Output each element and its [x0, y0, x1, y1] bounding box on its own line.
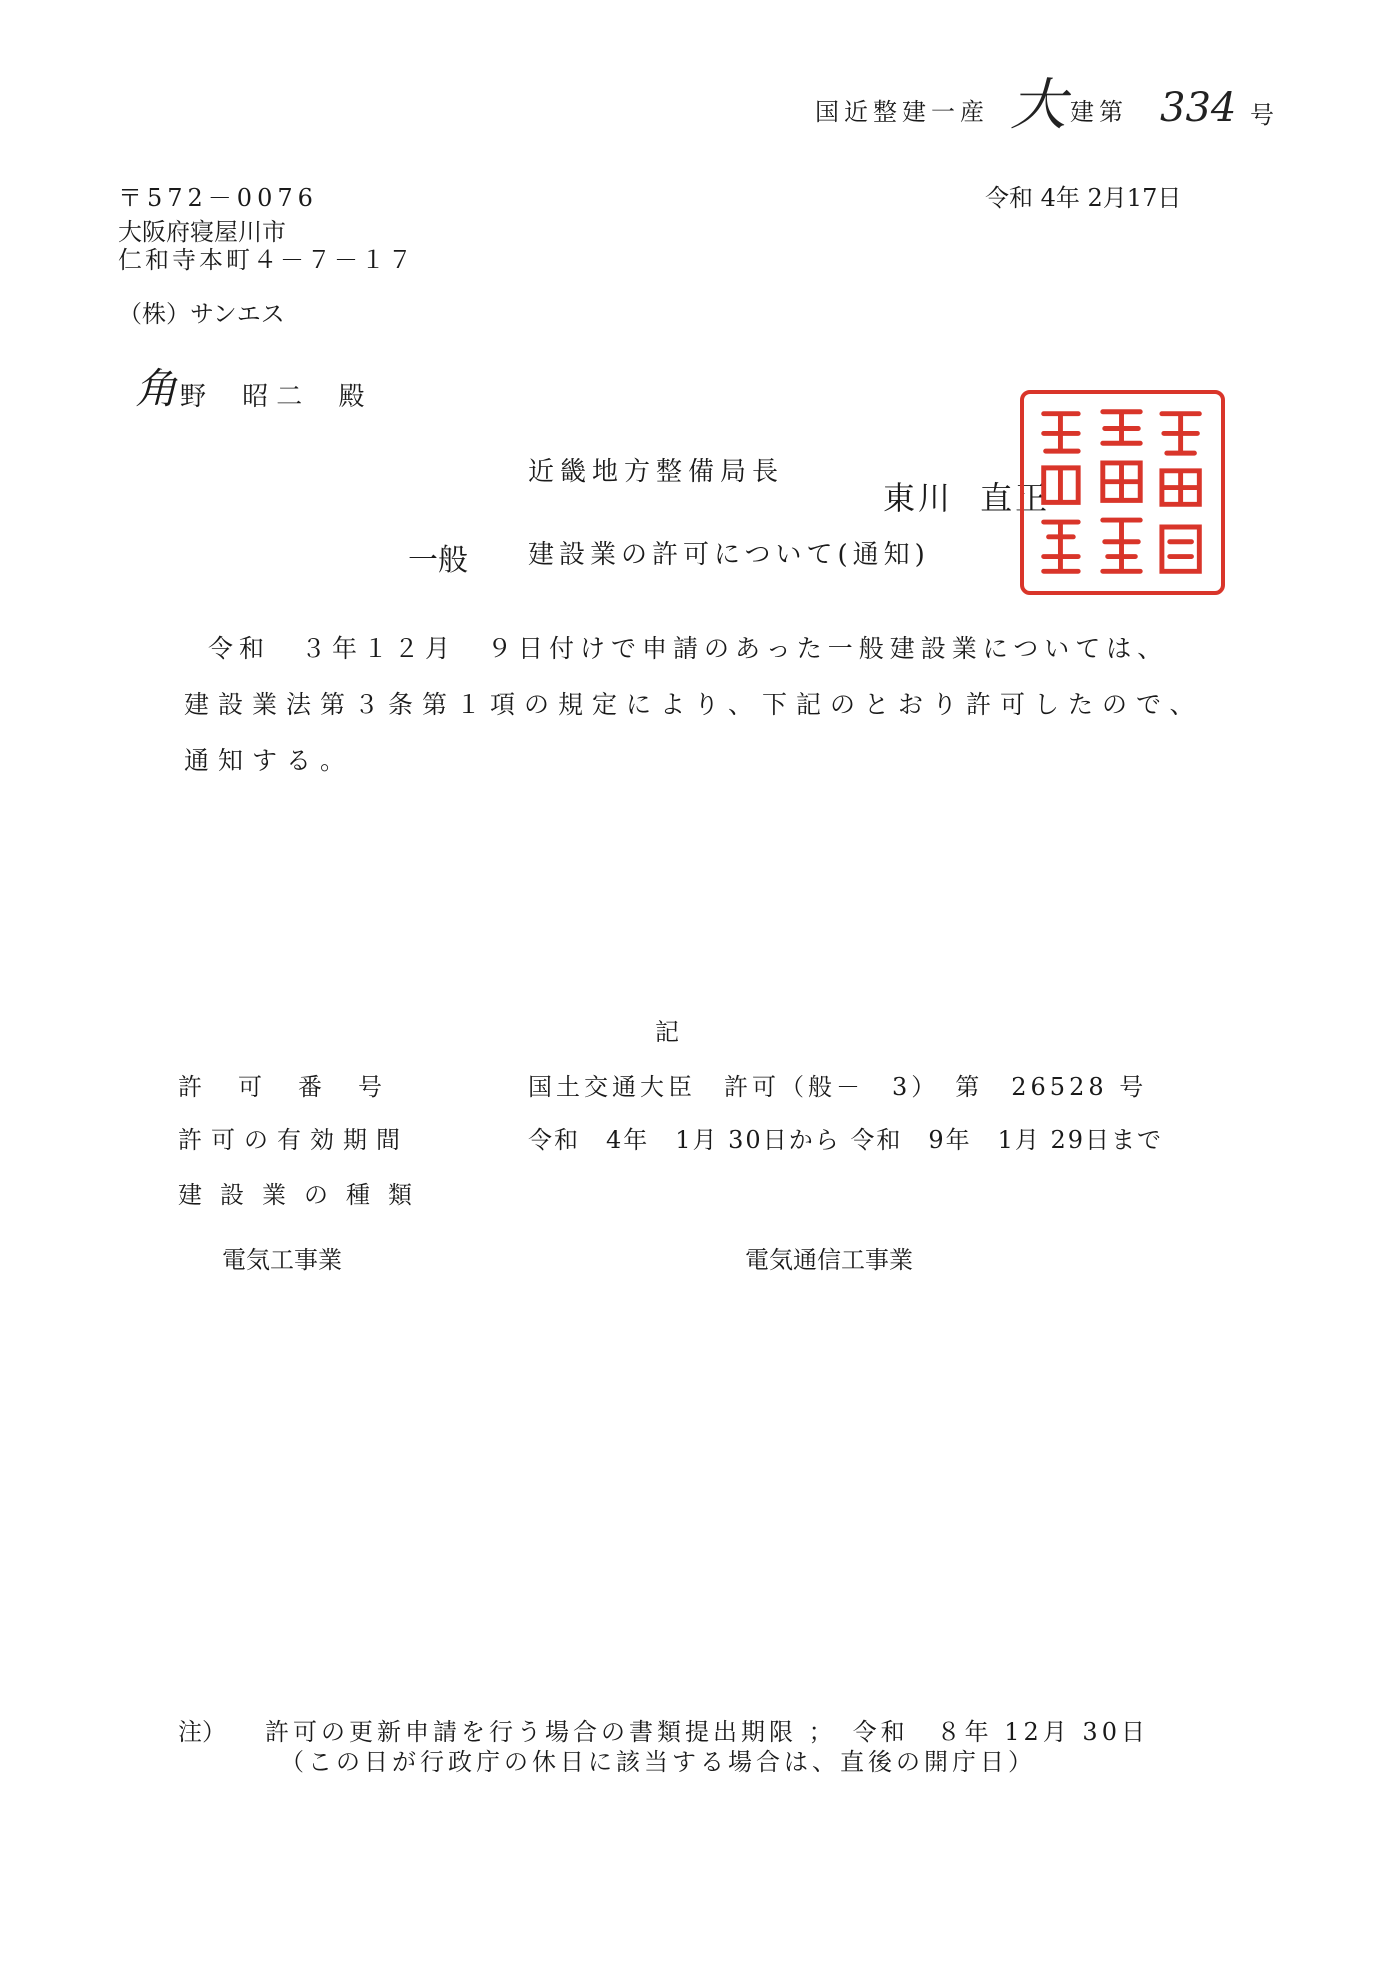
recipient-name: 野 昭二 殿: [180, 382, 373, 412]
construction-type-2: 電気通信工事業: [745, 1246, 913, 1274]
construction-type-1: 電気工事業: [222, 1246, 342, 1274]
permit-number-label: 許 可 番 号: [178, 1073, 388, 1101]
note-line-2: （この日が行政庁の休日に該当する場合は、直後の開庁日）: [280, 1748, 1036, 1776]
permit-number-value: 国土交通大臣 許可（般－ 3） 第 26528 号: [528, 1073, 1148, 1101]
note-line-1: 許可の更新申請を行う場合の書類提出期限 ； 令和 ８年 12月 30日: [265, 1718, 1149, 1746]
recipient-postal-code: 〒572－0076: [118, 184, 318, 212]
body-line-3: 通知する。: [184, 746, 355, 775]
sender-name: 東川 直正: [883, 479, 1051, 517]
recipient-address-line1: 大阪府寝屋川市: [118, 218, 286, 246]
doc-number-handwritten-a: 大: [1010, 73, 1066, 138]
recipient-address-line2: 仁和寺本町４－７－１７: [118, 246, 415, 274]
subject-title: 建設業の許可について(通知): [528, 540, 930, 570]
sender-title: 近畿地方整備局長: [528, 457, 785, 487]
official-seal: [1020, 390, 1225, 595]
doc-number-suffix: 号: [1250, 101, 1274, 129]
body-line-1: 令和 ３年１２月 ９日付けで申請のあった一般建設業については、: [208, 634, 1169, 663]
note-label: 注）: [178, 1718, 226, 1746]
seal-artwork: [1024, 394, 1221, 591]
recipient-company: （株）サンエス: [118, 300, 285, 328]
validity-label: 許可の有効期間: [178, 1126, 409, 1154]
issue-date: 令和 4年 2月17日: [985, 184, 1182, 212]
doc-number-prefix: 国近整建一産: [815, 98, 989, 126]
body-line-2: 建設業法第３条第１項の規定により、下記のとおり許可したので、: [184, 690, 1204, 719]
construction-types-label: 建設業の種類: [178, 1181, 430, 1209]
doc-number-handwritten-b: 334: [1160, 85, 1237, 131]
record-heading: 記: [655, 1018, 679, 1046]
doc-number-middle: 建第: [1070, 98, 1128, 126]
validity-value: 令和 4年 1月 30日から 令和 9年 1月 29日まで: [528, 1126, 1164, 1154]
recipient-name-handwritten: 角: [135, 364, 178, 413]
subject-category: 一般: [408, 543, 468, 578]
